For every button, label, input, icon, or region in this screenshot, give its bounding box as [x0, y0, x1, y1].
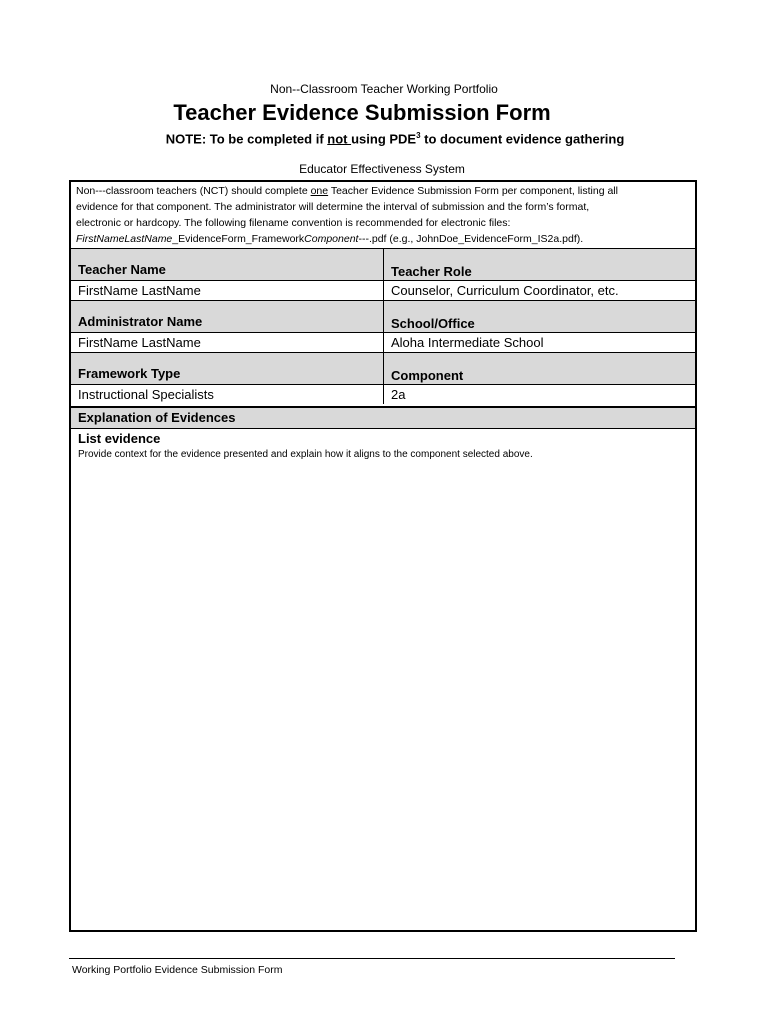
- school-label-cell: [384, 300, 695, 332]
- note-superscript: 3: [416, 131, 421, 140]
- note-prefix: NOTE: To be completed if: [165, 131, 328, 147]
- framework-label-row: [71, 352, 695, 384]
- teacher-role-label: Teacher Role: [391, 264, 472, 279]
- intro-line4-italic2: Component: [304, 233, 359, 245]
- admin-name-field[interactable]: [71, 332, 384, 352]
- school-label: School/Office: [391, 316, 475, 331]
- evidence-text-area[interactable]: [71, 467, 695, 930]
- component-label-cell: [384, 352, 695, 384]
- note-underlined: not: [327, 131, 352, 147]
- note-middle: using PDE: [351, 131, 417, 147]
- note-suffix: to document evidence gathering: [420, 131, 625, 147]
- teacher-name-label-cell: [71, 248, 384, 280]
- admin-name-label-cell: [71, 300, 384, 332]
- teacher-label-row: [71, 248, 695, 280]
- framework-field[interactable]: [71, 384, 384, 404]
- note-text: [11, 131, 768, 146]
- teacher-value-row: [71, 280, 695, 300]
- teacher-role-field[interactable]: [384, 280, 695, 300]
- admin-name-label: Administrator Name: [78, 314, 203, 329]
- system-label: Educator Effectiveness System: [299, 162, 465, 176]
- intro-line3: electronic or hardcopy. The following filename convention is recommended for electronic files:: [76, 217, 511, 229]
- admin-name-value: FirstName LastName: [78, 335, 201, 350]
- intro-line1-a: Non---classroom teachers (NCT) should complete: [76, 185, 311, 197]
- intro-line4-italic1: FirstNameLastName: [76, 233, 173, 245]
- footer-text: Working Portfolio Evidence Submission Form: [72, 964, 283, 976]
- admin-value-row: [71, 332, 695, 352]
- framework-label-cell: [71, 352, 384, 384]
- framework-label: Framework Type: [78, 366, 181, 381]
- framework-value: Instructional Specialists: [78, 387, 214, 402]
- teacher-role-label-cell: [384, 248, 695, 280]
- intro-line2: evidence for that component. The administrator will determine the interval of submission and the form’s format,: [76, 201, 590, 213]
- intro-instructions: [71, 182, 695, 248]
- intro-line1-underlined: one: [310, 185, 329, 197]
- component-value: 2a: [391, 387, 406, 402]
- component-field[interactable]: [384, 384, 695, 404]
- teacher-name-field[interactable]: [71, 280, 384, 300]
- intro-line1-b: Teacher Evidence Submission Form per component, listing all: [328, 185, 618, 197]
- page-title: Teacher Evidence Submission Form: [173, 100, 551, 125]
- school-field[interactable]: [384, 332, 695, 352]
- framework-value-row: [71, 384, 695, 404]
- teacher-name-value: FirstName LastName: [78, 283, 201, 298]
- evidence-context-instructions: Provide context for the evidence presented and explain how it aligns to the component selected above.: [78, 449, 533, 460]
- component-label: Component: [391, 368, 464, 383]
- explanation-label: Explanation of Evidences: [78, 410, 236, 425]
- explanation-header: [71, 406, 695, 429]
- list-evidence-label: List evidence: [78, 431, 161, 446]
- footer-divider: [69, 958, 675, 959]
- school-value: Aloha Intermediate School: [391, 335, 544, 350]
- admin-label-row: [71, 300, 695, 332]
- submission-form: [69, 180, 697, 932]
- intro-line4-b: ---.pdf (e.g., JohnDoe_EvidenceForm_IS2a.pdf).: [358, 233, 584, 245]
- teacher-role-value: Counselor, Curriculum Coordinator, etc.: [391, 283, 619, 298]
- teacher-name-label: Teacher Name: [78, 262, 166, 277]
- portfolio-subtitle: Non--Classroom Teacher Working Portfolio: [270, 82, 498, 96]
- intro-line4-a: _EvidenceForm_Framework: [172, 233, 305, 245]
